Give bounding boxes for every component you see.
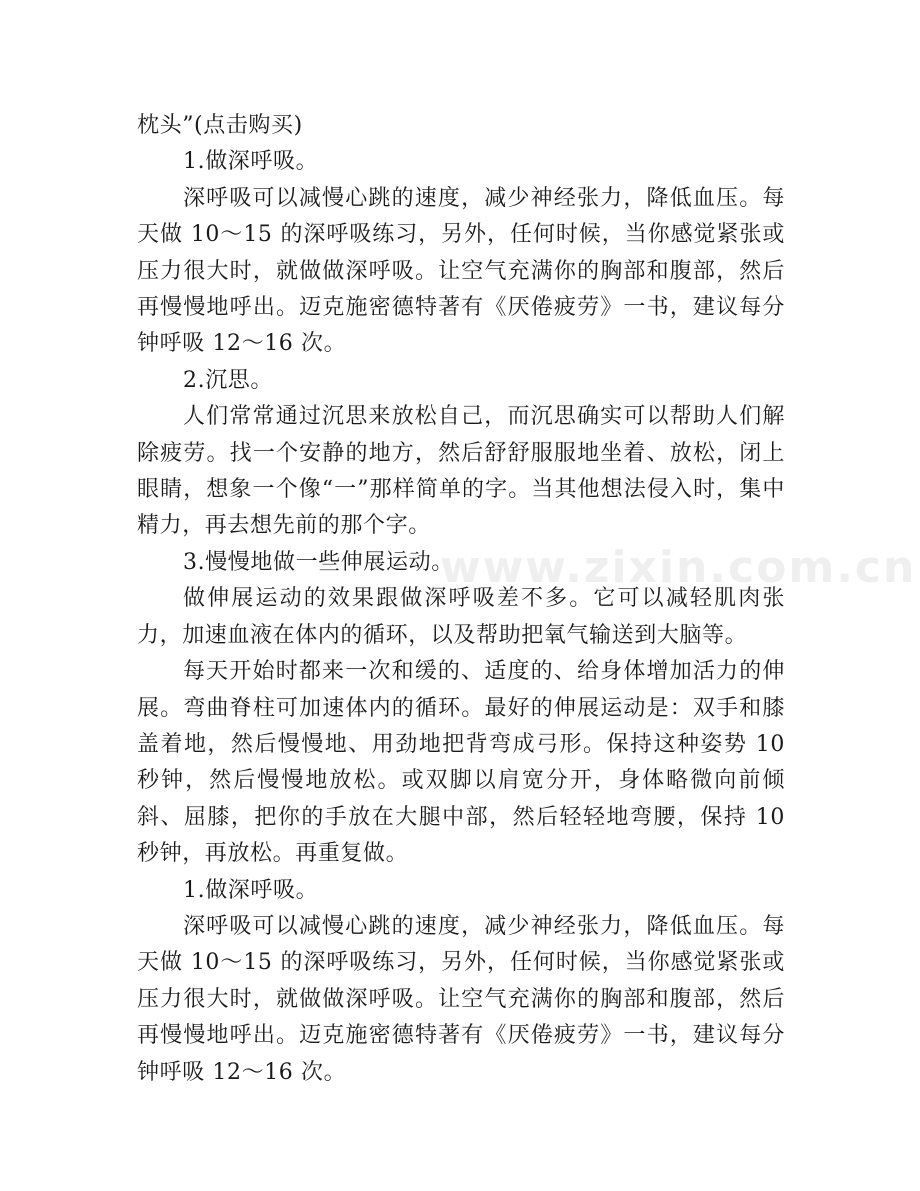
watermark: www.zixin.com.cn <box>440 542 917 593</box>
paragraph-continuation: 枕头”(点击购买) <box>137 113 303 138</box>
paragraph-stretching-effect: 做伸展运动的效果跟做深呼吸差不多。它可以减轻肌肉张力，加速血液在体内的循环，以及帮助把氧气输送到大脑等。 <box>137 586 785 648</box>
heading-stretching: 3.慢慢地做一些伸展运动。 <box>183 549 454 575</box>
heading-deep-breathing: 1.做深呼吸。 <box>183 149 319 175</box>
paragraph-deep-breathing-repeat: 深呼吸可以减慢心跳的速度，减少神经张力，降低血压。每天做 10～15 的深呼吸练习，另外，任何时候，当你感觉紧张或压力很大时，就做做深呼吸。让空气充满你的胸部和腹部，然后再慢慢地呼出。迈克施密德特著有《厌倦疲劳》一书，建议每分钟呼吸 12～16 次。 <box>137 913 785 1085</box>
heading-deep-breathing-repeat: 1.做深呼吸。 <box>183 877 319 903</box>
heading-meditation: 2.沉思。 <box>183 367 273 393</box>
document-body <box>137 108 785 1091</box>
paragraph-meditation: 人们常常通过沉思来放松自己，而沉思确实可以帮助人们解除疲劳。找一个安静的地方，然后舒舒服服地坐着、放松，闭上眼睛，想象一个像“一”那样简单的字。当其他想法侵入时，集中精力，再去想先前的那个字。 <box>137 404 785 539</box>
paragraph-stretching-routine: 每天开始时都来一次和缓的、适度的、给身体增加活力的伸展。弯曲脊柱可加速体内的循环。最好的伸展运动是：双手和膝盖着地，然后慢慢地、用劲地把背弯成弓形。保持这种姿势 10 秒钟，然后慢慢地放松。或双脚以肩宽分开，身体略微向前倾斜、屈膝，把你的手放在大腿中部，然后轻轻地弯腰，保持 10 秒钟，再放松。再重复做。 <box>137 659 785 867</box>
paragraph-deep-breathing: 深呼吸可以减慢心跳的速度，减少神经张力，降低血压。每天做 10～15 的深呼吸练习，另外，任何时候，当你感觉紧张或压力很大时，就做做深呼吸。让空气充满你的胸部和腹部，然后再慢慢地呼出。迈克施密德特著有《厌倦疲劳》一书，建议每分钟呼吸 12～16 次。 <box>137 185 785 357</box>
